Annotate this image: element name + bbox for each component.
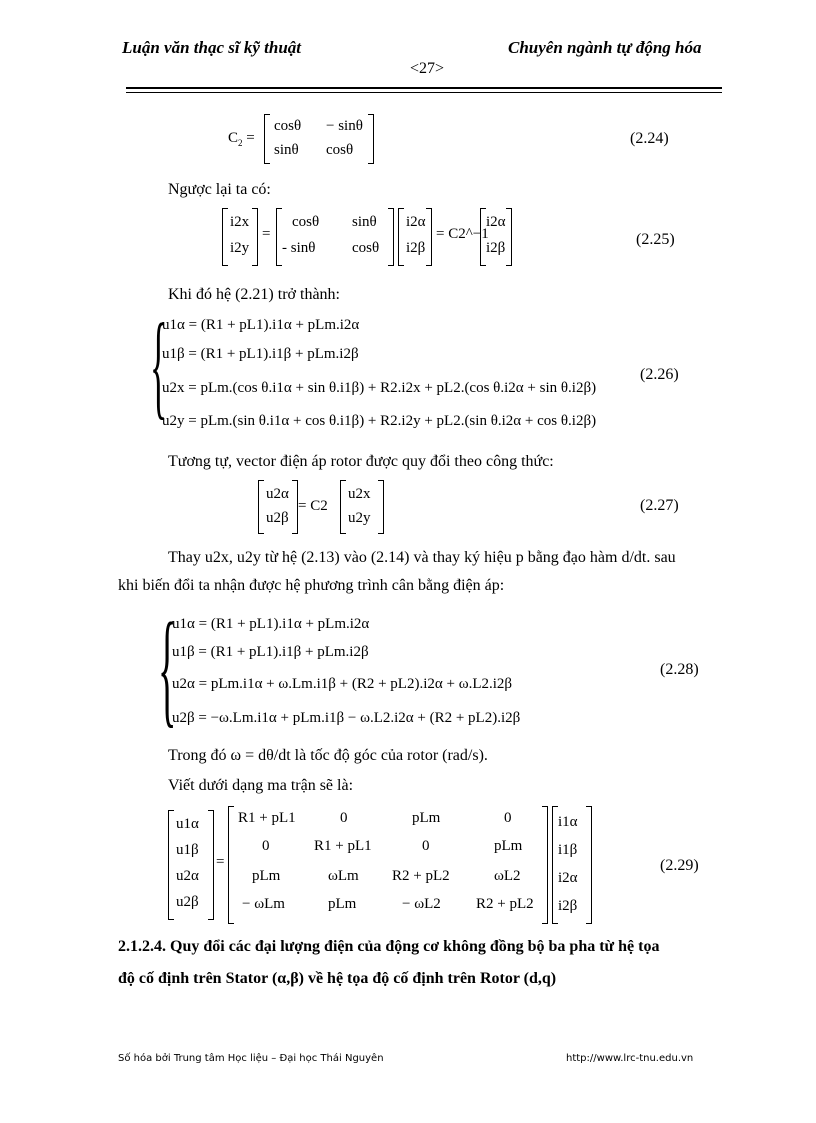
eq-2-29-rhs-3: i2α [558, 870, 578, 886]
eq-2-29-r1c4: 0 [504, 810, 512, 826]
eq-2-26-line-3: u2x = pLm.(cos θ.i1α + sin θ.i1β) + R2.i2x + pL2.(cos θ.i2α + sin θ.i2β) [162, 380, 597, 396]
eq-2-29-r4c4: R2 + pL2 [476, 896, 534, 912]
eq-2-29-rhs-1: i1α [558, 814, 578, 830]
eq-2-25-m12: sinθ [352, 214, 377, 230]
text-khi-do: Khi đó hệ (2.21) trở thành: [168, 286, 340, 303]
eq-2-29-r1c2: 0 [340, 810, 348, 826]
eq-2-29-r2c1: 0 [262, 838, 270, 854]
eq-2-29-r4c1: − ωLm [242, 896, 285, 912]
eq-2-25-lhs-1: i2x [230, 214, 250, 230]
eq-2-25-number: (2.25) [636, 231, 675, 248]
eq-2-29-lhs-4: u2β [176, 894, 199, 910]
footer-left: Số hóa bởi Trung tâm Học liệu – Đại học Thái Nguyên [118, 1053, 384, 1064]
eq-2-25-m22: cosθ [352, 240, 380, 256]
eq-2-25-v1: i2α [406, 214, 426, 230]
eq-2-27-mid: = C2 [298, 498, 328, 514]
eq-2-25-m21: - sinθ [282, 240, 316, 256]
eq-2-27-rhs-2: u2y [348, 510, 371, 526]
text-thay-line-2: khi biến đổi ta nhận được hệ phương trình cân bằng điện áp: [118, 577, 505, 594]
eq-2-29-lhs-2: u1β [176, 842, 199, 858]
eq-2-25-v2: i2β [406, 240, 426, 256]
eq-2-27-rhs-1: u2x [348, 486, 371, 502]
eq-2-24-r1c1: cosθ [274, 118, 302, 134]
page-number: <27> [410, 60, 445, 77]
eq-2-28-line-3: u2α = pLm.i1α + ω.Lm.i1β + (R2 + pL2).i2α + ω.L2.i2β [172, 676, 513, 692]
eq-2-24-number: (2.24) [630, 130, 669, 147]
eq-2-27-number: (2.27) [640, 497, 679, 514]
eq-2-29-r2c3: 0 [422, 838, 430, 854]
eq-2-29-lhs-1: u1α [176, 816, 199, 832]
eq-2-29-r3c3: R2 + pL2 [392, 868, 450, 884]
eq-2-25-inverse: = C2^−1 [436, 226, 489, 242]
eq-2-24-r2c1: sinθ [274, 142, 299, 158]
header-right: Chuyên ngành tự động hóa [508, 38, 702, 57]
eq-2-29-rhs-2: i1β [558, 842, 578, 858]
eq-2-29-r1c1: R1 + pL1 [238, 810, 296, 826]
eq-2-28-line-2: u1β = (R1 + pL1).i1β + pLm.i2β [172, 644, 369, 660]
eq-2-26-line-4: u2y = pLm.(sin θ.i1α + cos θ.i1β) + R2.i2y + pL2.(sin θ.i2α + cos θ.i2β) [162, 413, 597, 429]
equation-2-25: i2x i2y = cosθ sinθ - sinθ cosθ i2α i2β = C2^−1 i2α i2β [222, 208, 522, 268]
section-heading-line-1: 2.1.2.4. Quy đổi các đại lượng điện của động cơ không đồng bộ ba pha từ hệ tọa [118, 938, 660, 955]
header-left: Luận văn thạc sĩ kỹ thuật [122, 38, 302, 57]
eq-2-29-lhs-3: u2α [176, 868, 199, 884]
eq-2-27-lhs-2: u2β [266, 510, 289, 526]
eq-2-26-line-2: u1β = (R1 + pL1).i1β + pLm.i2β [162, 346, 359, 362]
eq-2-26-line-1: u1α = (R1 + pL1).i1α + pLm.i2α [162, 317, 360, 333]
eq-2-28-line-4: u2β = −ω.Lm.i1α + pLm.i1β − ω.L2.i2α + (R2 + pL2).i2β [172, 710, 521, 726]
eq-2-29-r3c2: ωLm [328, 868, 359, 884]
eq-2-24-r1c2: − sinθ [326, 118, 363, 134]
equation-2-27 [258, 480, 398, 536]
eq-2-25-m11: cosθ [292, 214, 320, 230]
eq-2-29-number: (2.29) [660, 857, 699, 874]
eq-2-29-rhs-4: i2β [558, 898, 578, 914]
equation-2-29: u1α u1β u2α u2β = R1 + pL1 0 pLm 0 0 R1 + pL1 0 pLm pLm ωLm R2 + pL2 ωL2 − ωLm pLm − ωL2 R2 + pL2 i1α i1β i2α i2β [168, 806, 598, 924]
eq-2-28-line-1: u1α = (R1 + pL1).i1α + pLm.i2α [172, 616, 370, 632]
eq-2-29-r1c3: pLm [412, 810, 441, 826]
eq-2-29-r4c3: − ωL2 [402, 896, 441, 912]
eq-2-24-lhs: $C_2$ = [228, 130, 255, 148]
text-tuong-tu: Tương tự, vector điện áp rotor được quy đổi theo công thức: [168, 453, 554, 470]
eq-2-29-r2c2: R1 + pL1 [314, 838, 372, 854]
header-rule-thin [126, 92, 722, 93]
footer-link[interactable]: http://www.lrc-tnu.edu.vn [566, 1053, 694, 1064]
eq-2-29-r3c4: ωL2 [494, 868, 521, 884]
eq-2-28-brace: { [158, 597, 177, 739]
equation-2-24 [228, 114, 398, 166]
text-nguoc-lai: Ngược lại ta có: [168, 181, 271, 198]
eq-2-29-r3c1: pLm [252, 868, 281, 884]
eq-2-27-lhs-1: u2α [266, 486, 289, 502]
eq-2-25-lhs-2: i2y [230, 240, 250, 256]
eq-2-28-number: (2.28) [660, 661, 699, 678]
text-viet: Viết dưới dạng ma trận sẽ là: [168, 777, 354, 794]
text-trong-do: Trong đó ω = dθ/dt là tốc độ góc của rotor (rad/s). [168, 747, 488, 764]
eq-2-24-r2c2: cosθ [326, 142, 354, 158]
eq-2-26-number: (2.26) [640, 366, 679, 383]
eq-2-26-brace: { [150, 299, 167, 430]
eq-2-29-r4c2: pLm [328, 896, 357, 912]
text-thay-line-1: Thay u2x, u2y từ hệ (2.13) vào (2.14) và thay ký hiệu p bằng đạo hàm d/dt. sau [168, 549, 676, 566]
header-rule-thick [126, 87, 722, 89]
eq-2-29-r2c4: pLm [494, 838, 523, 854]
section-heading-line-2: độ cố định trên Stator (α,β) về hệ tọa độ cố định trên Rotor (d,q) [118, 970, 557, 987]
